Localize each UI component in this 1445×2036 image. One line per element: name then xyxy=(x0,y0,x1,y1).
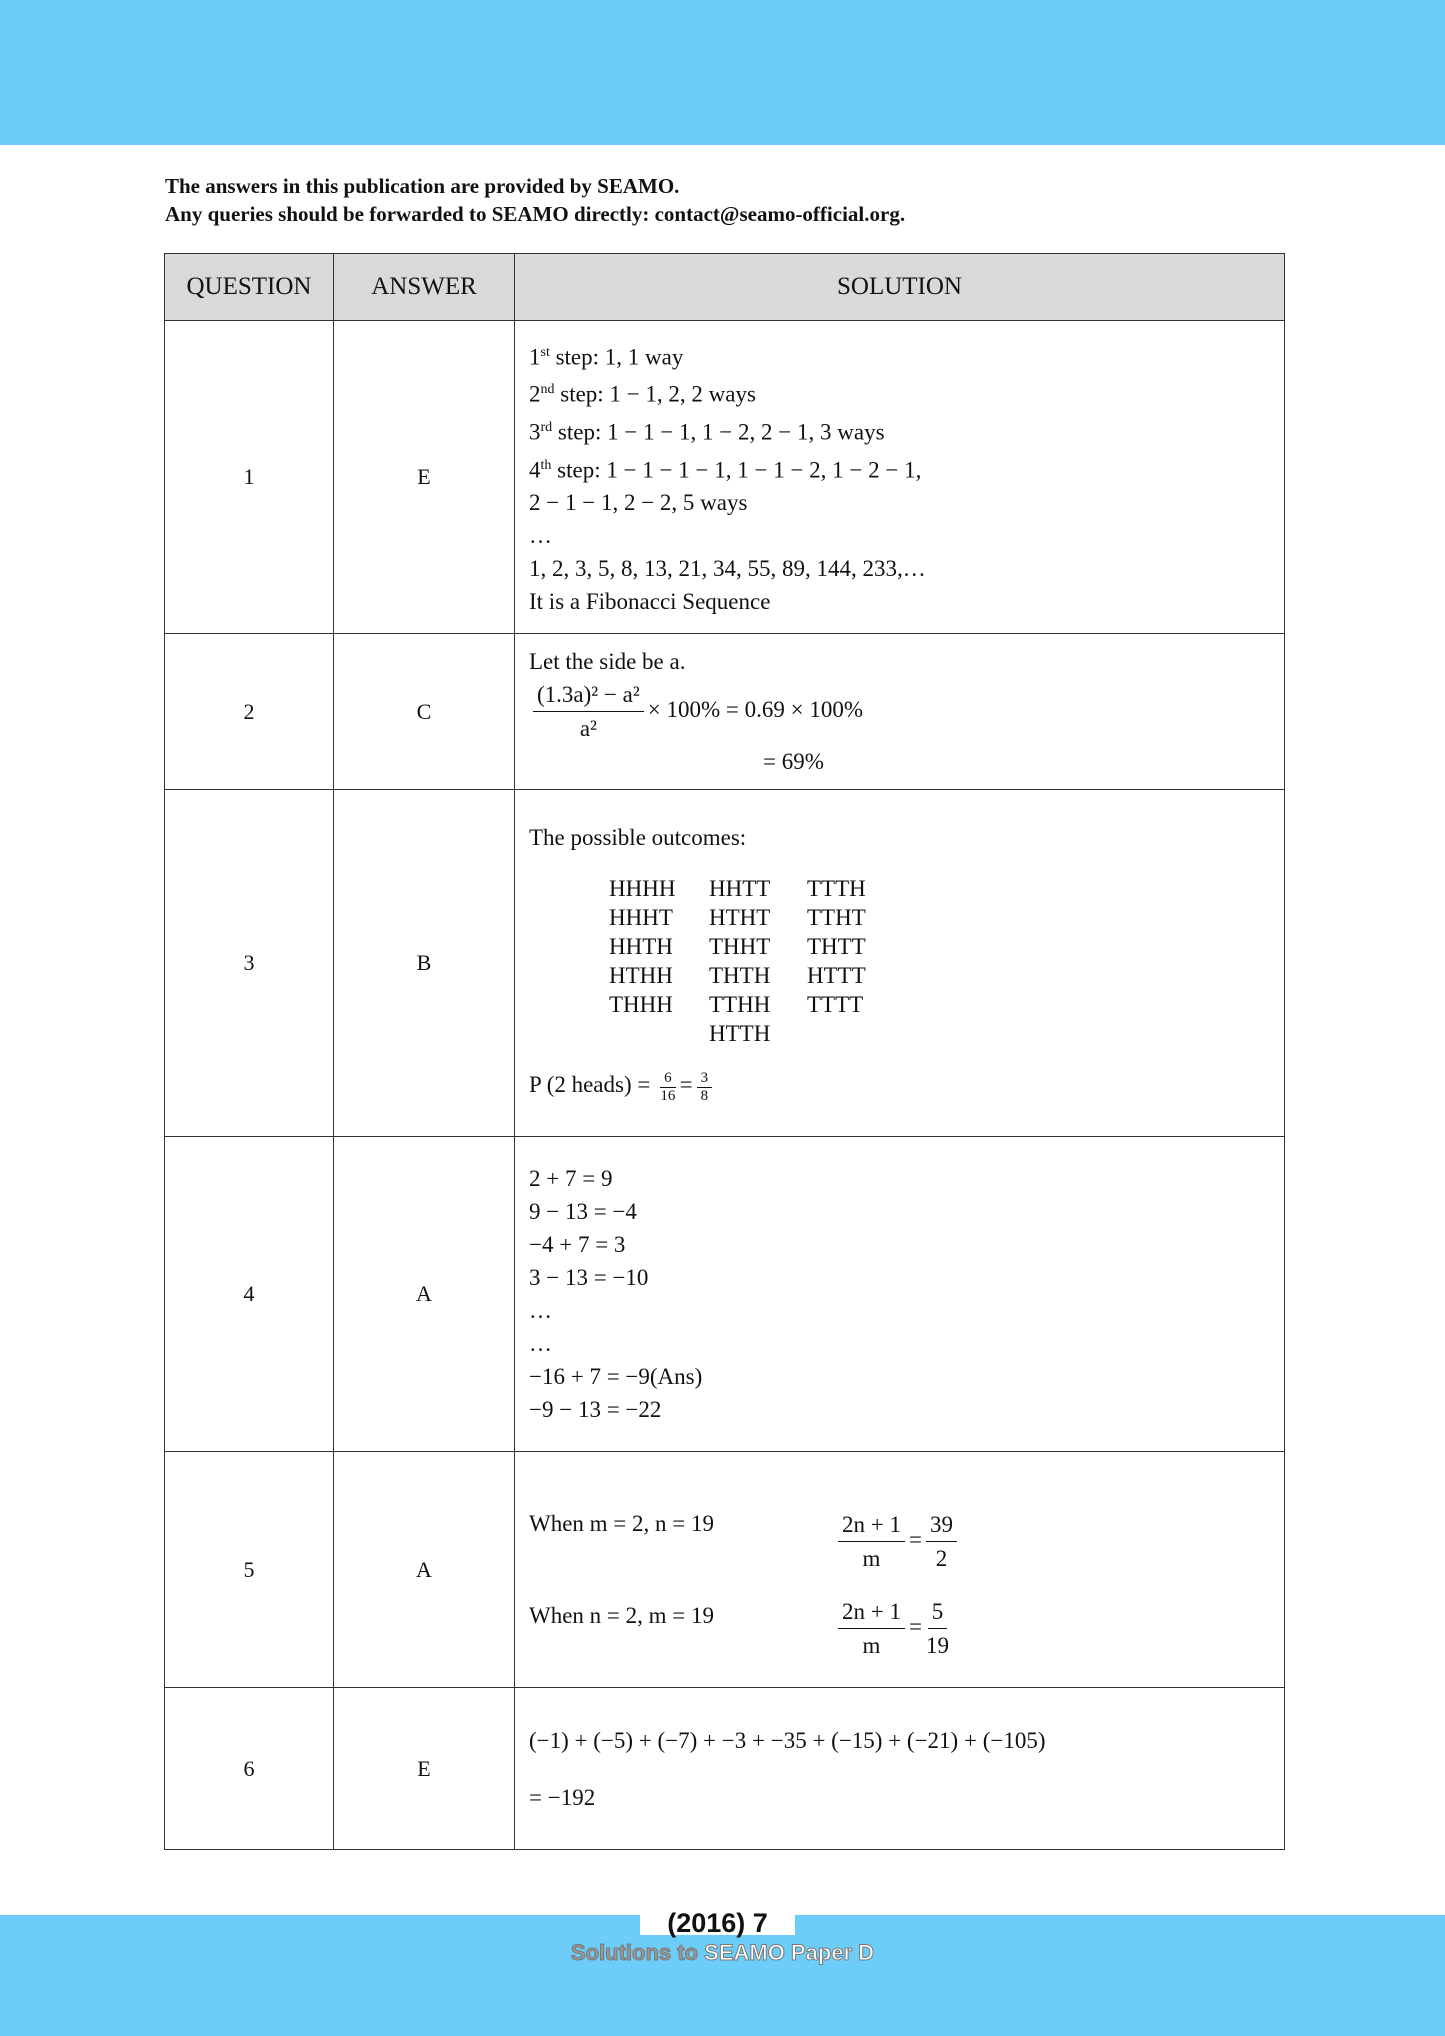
col-answer: ANSWER xyxy=(334,254,515,321)
question-number: 3 xyxy=(165,790,334,1137)
t: 3 − 13 = −10 xyxy=(529,1265,649,1290)
t: Solutions to xyxy=(570,1940,699,1965)
t: = xyxy=(908,1613,922,1639)
solution xyxy=(515,1452,1285,1688)
t: rd xyxy=(540,420,553,435)
answer: B xyxy=(334,790,515,1137)
t: −4 + 7 = 3 xyxy=(529,1232,626,1257)
outcome: THHH xyxy=(609,992,673,1018)
answer: A xyxy=(334,1137,515,1452)
numerator: 39 xyxy=(926,1508,957,1542)
col-question: QUESTION xyxy=(165,254,334,321)
outcome: HHTT xyxy=(709,876,771,902)
notice-line-1: The answers in this publication are provided by SEAMO. xyxy=(165,174,680,198)
outcome: TTTH xyxy=(807,876,866,902)
t: = −192 xyxy=(529,1784,596,1810)
table-header xyxy=(165,254,1285,321)
t: SEAMO Paper D xyxy=(704,1940,875,1965)
outcome: THTH xyxy=(709,963,771,989)
t: When m = 2, n = 19 xyxy=(529,1511,714,1536)
numerator: 3 xyxy=(697,1070,713,1088)
table-row xyxy=(165,1452,1285,1688)
t: It is a Fibonacci Sequence xyxy=(529,589,771,615)
outcome: HTTT xyxy=(807,963,866,989)
t: step: 1, 1 way xyxy=(555,344,684,370)
outcome: HHHT xyxy=(609,905,673,931)
question-number: 4 xyxy=(165,1137,334,1452)
header-band xyxy=(0,0,1445,145)
outcome: HTHT xyxy=(709,905,771,931)
t: … xyxy=(529,1331,552,1356)
fraction xyxy=(660,1070,676,1105)
outcome: THHT xyxy=(709,934,771,960)
t: The possible outcomes: xyxy=(529,825,747,851)
question-number: 2 xyxy=(165,634,334,790)
outcome: TTHH xyxy=(709,992,771,1018)
t: … xyxy=(529,1298,552,1323)
outcome: HHTH xyxy=(609,934,673,960)
solution xyxy=(515,321,1285,634)
fraction xyxy=(838,1508,905,1575)
notice-line-2: Any queries should be forwarded to SEAMO directly: contact@seamo-official.org. xyxy=(165,202,906,226)
table-row xyxy=(165,634,1285,790)
denominator: 2 xyxy=(935,1545,948,1571)
question-number: 5 xyxy=(165,1452,334,1688)
t: (−1) + (−5) + (−7) + −3 + −35 + (−15) + (−21) + (−105) xyxy=(529,1727,1046,1753)
answer: E xyxy=(334,321,515,634)
table-row xyxy=(165,1137,1285,1452)
t: 2 − 1 − 1, 2 − 2, 5 ways xyxy=(529,490,748,516)
t: = 69% xyxy=(763,749,824,774)
denominator: 19 xyxy=(925,1632,949,1658)
fraction xyxy=(926,1595,949,1662)
fraction xyxy=(697,1070,713,1105)
outcome: TTTT xyxy=(807,992,864,1018)
t: 2 xyxy=(529,382,541,407)
fraction xyxy=(926,1508,957,1575)
col-solution: SOLUTION xyxy=(515,254,1285,321)
denominator: m xyxy=(862,1545,881,1571)
notice xyxy=(165,172,905,228)
outcome xyxy=(609,1019,709,1048)
t: step: 1 − 1 − 1 − 1, 1 − 1 − 2, 1 − 2 − 1, xyxy=(557,457,922,483)
t: 3 xyxy=(529,419,541,445)
t: th xyxy=(540,457,552,473)
outcome: THTT xyxy=(807,934,866,960)
outcome xyxy=(807,1019,897,1048)
t: = xyxy=(908,1526,922,1552)
t: st xyxy=(540,344,550,360)
solution xyxy=(515,790,1285,1137)
table-row xyxy=(165,790,1285,1137)
footer-title xyxy=(0,1940,1445,1966)
t: 4 xyxy=(529,457,541,483)
t: … xyxy=(529,523,552,549)
question-number: 6 xyxy=(165,1688,334,1850)
fraction xyxy=(533,678,644,745)
t: −9 − 13 = −22 xyxy=(529,1397,662,1422)
outcome: HTTH xyxy=(709,1021,771,1047)
t: 9 − 13 = −4 xyxy=(529,1199,637,1224)
numerator: 2n + 1 xyxy=(838,1508,905,1542)
denominator: a² xyxy=(579,716,597,741)
answer: E xyxy=(334,1688,515,1850)
solution xyxy=(515,634,1285,790)
t: 1 xyxy=(529,344,541,370)
t: × 100% = 0.69 × 100% xyxy=(647,696,863,722)
t: 2 + 7 = 9 xyxy=(529,1166,613,1191)
table-row xyxy=(165,1688,1285,1850)
denominator: m xyxy=(862,1632,881,1658)
outcome: TTHT xyxy=(807,905,866,931)
t: nd xyxy=(540,382,555,398)
page-number: (2016) 7 xyxy=(640,1905,795,1935)
outcomes-grid xyxy=(609,874,1283,1048)
t: 1, 2, 3, 5, 8, 13, 21, 34, 55, 89, 144, 233,… xyxy=(529,556,926,582)
numerator: 5 xyxy=(928,1595,948,1629)
answer: A xyxy=(334,1452,515,1688)
t: Let the side be a. xyxy=(529,649,686,674)
outcome: HTHH xyxy=(609,963,673,989)
numerator: (1.3a)² − a² xyxy=(533,678,644,712)
denominator: 8 xyxy=(700,1087,709,1104)
t: −16 + 7 = −9(Ans) xyxy=(529,1364,703,1389)
answer: C xyxy=(334,634,515,790)
solution xyxy=(515,1688,1285,1850)
numerator: 2n + 1 xyxy=(838,1595,905,1629)
t: step: 1 − 1, 2, 2 ways xyxy=(560,382,756,407)
solution xyxy=(515,1137,1285,1452)
fraction xyxy=(838,1595,905,1662)
solutions-table xyxy=(164,253,1285,1850)
denominator: 16 xyxy=(660,1087,676,1104)
numerator: 6 xyxy=(660,1070,676,1088)
table-row xyxy=(165,321,1285,634)
question-number: 1 xyxy=(165,321,334,634)
outcome: HHHH xyxy=(609,876,676,902)
t: P (2 heads) = xyxy=(529,1072,651,1098)
t: step: 1 − 1 − 1, 1 − 2, 2 − 1, 3 ways xyxy=(557,419,885,445)
t: = xyxy=(679,1072,693,1098)
t: When n = 2, m = 19 xyxy=(529,1603,714,1628)
